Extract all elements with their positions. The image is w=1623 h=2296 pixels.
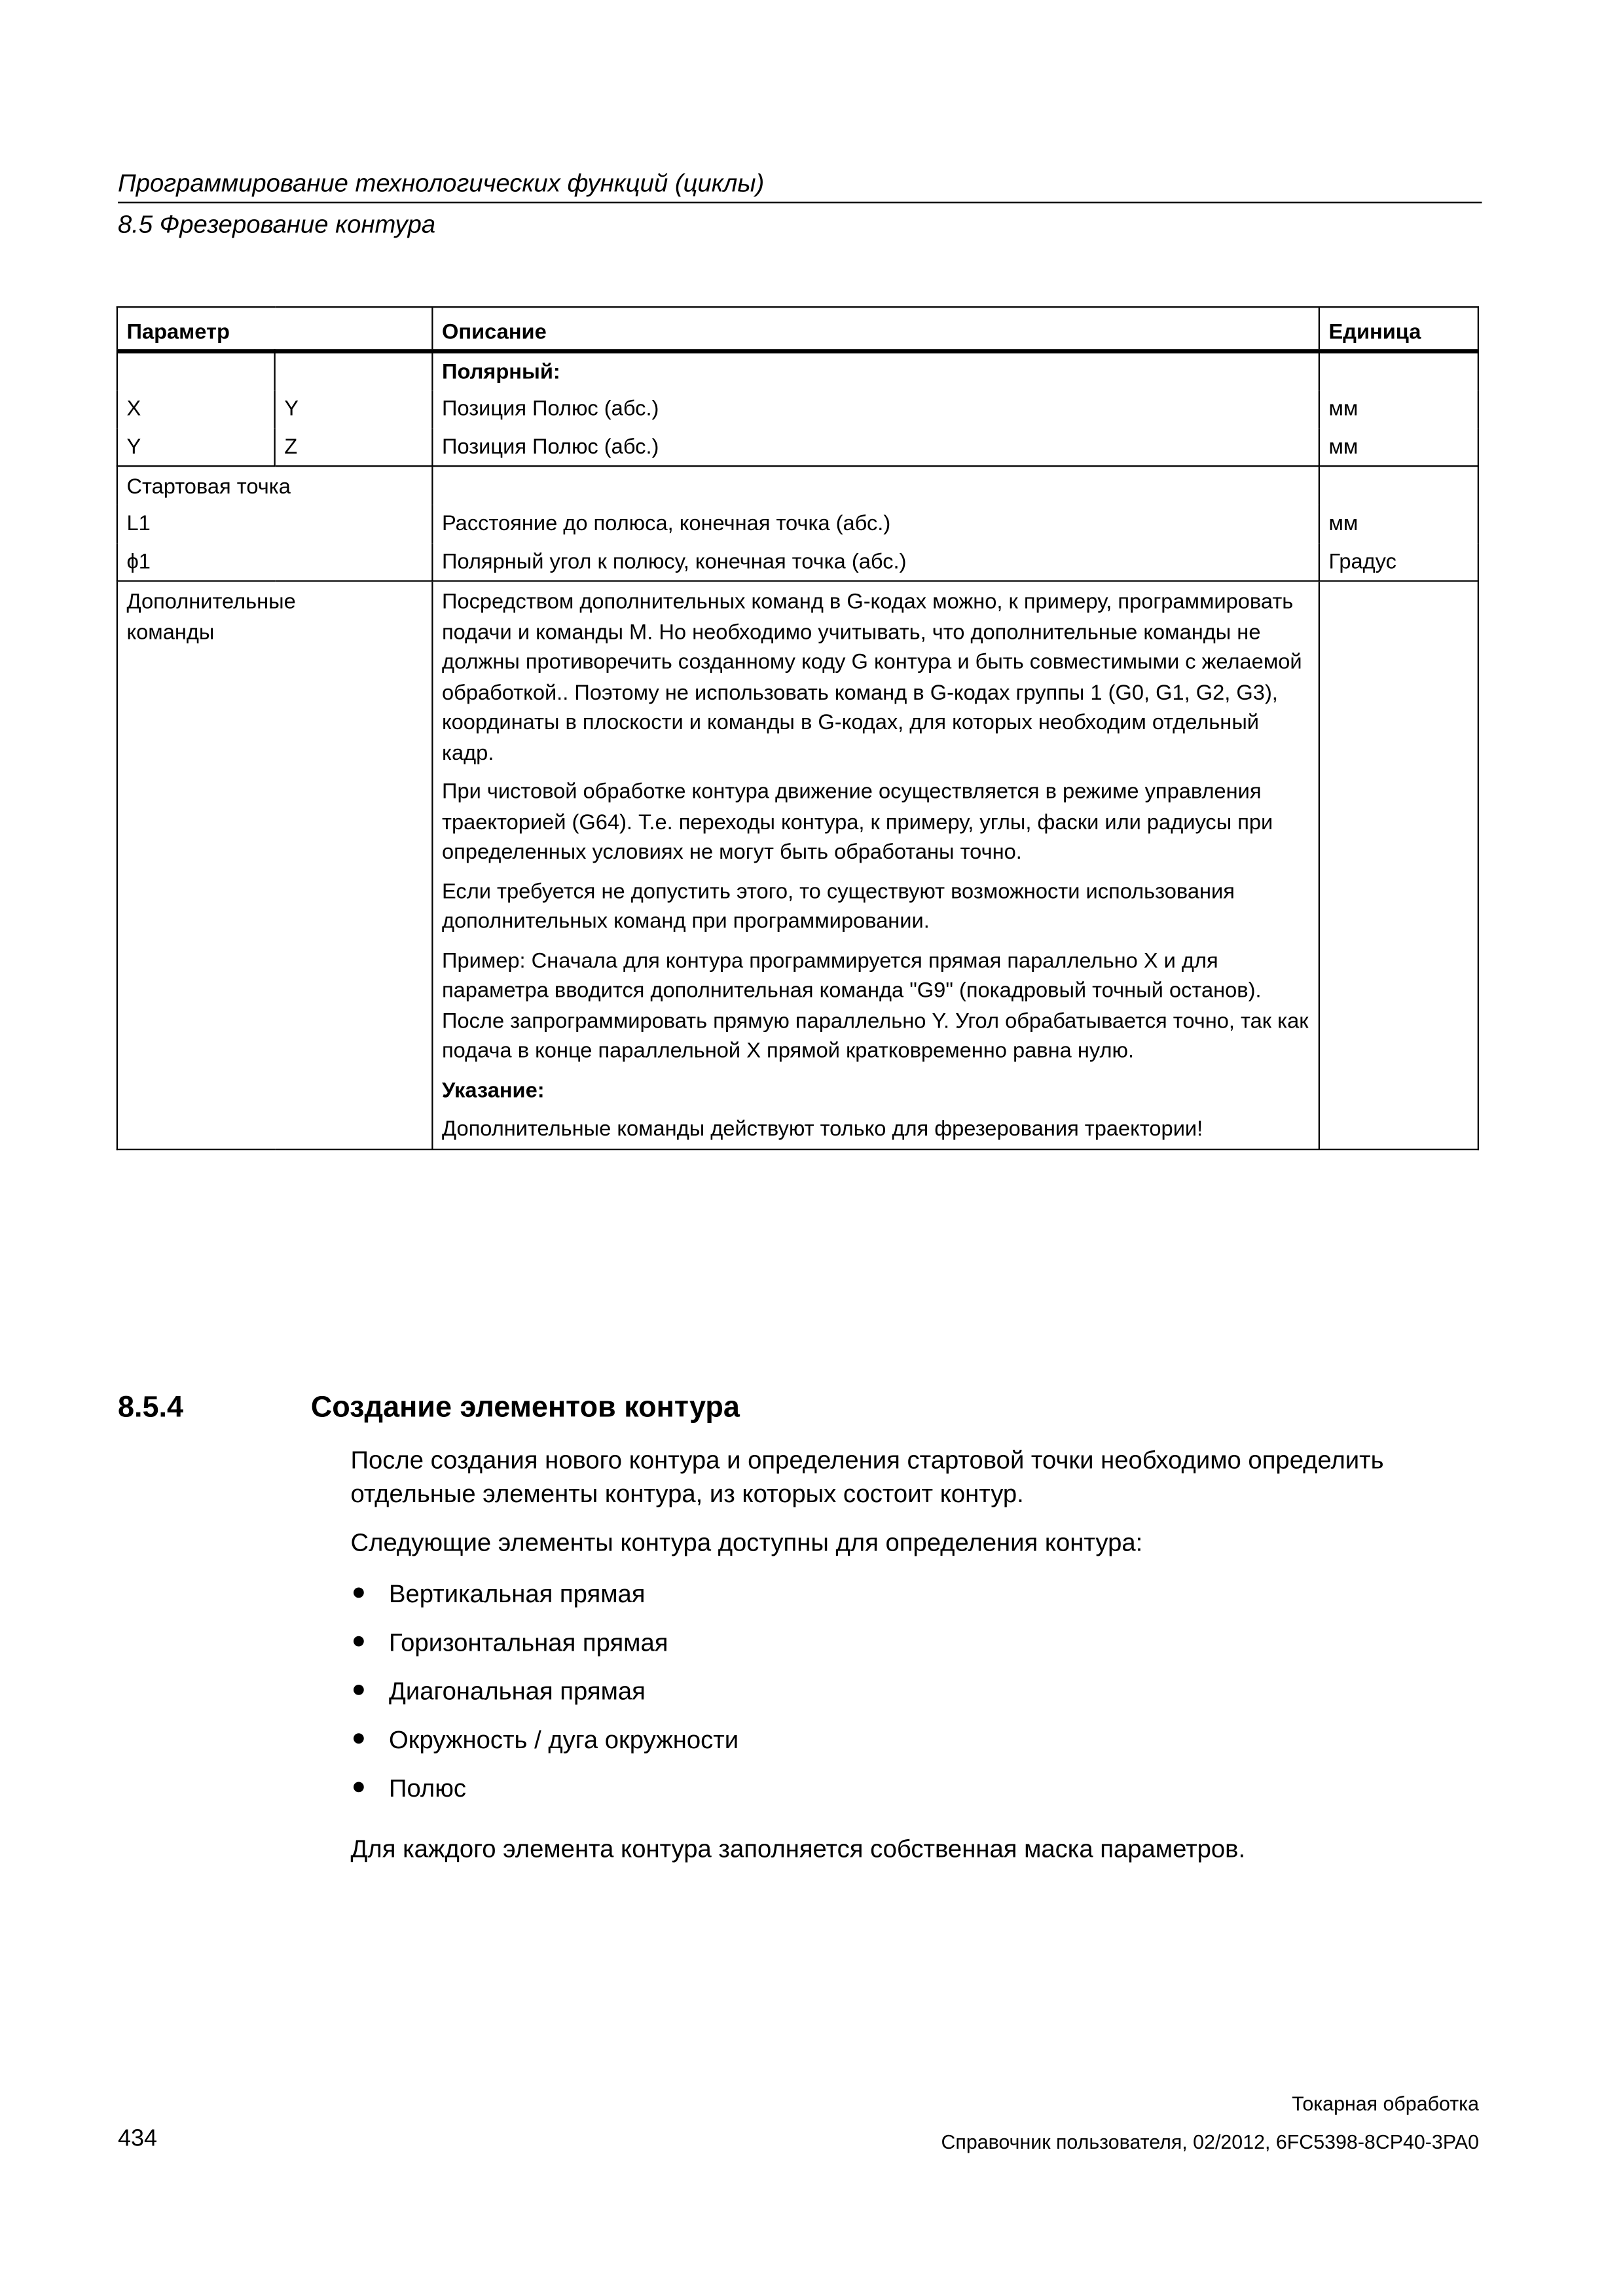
param-cell: Y (117, 428, 275, 467)
unit-cell: мм (1319, 428, 1478, 467)
header-unit: Единица (1319, 307, 1478, 351)
polar-label: Полярный: (432, 351, 1319, 390)
header-rule (118, 202, 1482, 203)
list-item: Полюс (351, 1772, 1412, 1820)
desc-cell: Позиция Полюс (абс.) (432, 389, 1319, 428)
extra-commands-label: Дополнительные команды (117, 581, 433, 1149)
list-item: Вертикальная прямая (351, 1577, 1412, 1626)
contour-element-list (351, 1577, 1412, 1820)
list-intro: Следующие элементы контура доступны для определения контура: (350, 1528, 1143, 1557)
header-desc: Описание (432, 307, 1319, 351)
table-row (117, 543, 1478, 581)
desc-paragraph: Если требуется не допустить этого, то существуют возможности использования дополнительных команд при программировании. (442, 880, 1235, 934)
header-param: Параметр (117, 307, 433, 351)
list-item: Окружность / дуга окружности (351, 1723, 1412, 1772)
desc-cell: Расстояние до полюса, конечная точка (абс.) (432, 505, 1319, 543)
desc-cell: Позиция Полюс (абс.) (432, 428, 1319, 467)
section-number: 8.5.4 (118, 1391, 184, 1424)
intro-paragraph: После создания нового контура и определения стартовой точки необходимо определить отдельные элементы контура, из которых состоит контур. (350, 1446, 1384, 1508)
param-cell: ϕ1 (117, 543, 433, 581)
page-number: 434 (118, 2126, 158, 2152)
footer-doc-id: Справочник пользователя, 02/2012, 6FC5398-8CP40-3PA0 (941, 2130, 1479, 2153)
table-row (117, 389, 1478, 428)
desc-paragraph: Посредством дополнительных команд в G-кодах можно, к примеру, программировать подачи и команды M. Но необходимо учитывать, что дополнительные команды не должны противоречить созданному коду G контура и быть совместимыми с желаемой обработкой.. Поэтому не использовать команд в G-кодах группы 1 (G0, G1, G2, G3), координаты в плоскости и команды в G-кодах, для которых необходим отдельный кадр. (442, 590, 1302, 765)
desc-cell: Полярный угол к полюсу, конечная точка (абс.) (432, 543, 1319, 581)
table-header-row (117, 307, 1478, 351)
bullet-icon (354, 1733, 364, 1744)
param-cell: Y (275, 389, 433, 428)
running-header-section: 8.5 Фрезерование контура (118, 210, 436, 239)
outro-paragraph: Для каждого элемента контура заполняется собственная маска параметров. (350, 1835, 1246, 1863)
list-item: Диагональная прямая (351, 1674, 1412, 1723)
param-cell: L1 (117, 505, 433, 543)
bullet-icon (354, 1685, 364, 1695)
param-cell: Z (275, 428, 433, 467)
section-body (351, 1443, 1412, 1880)
desc-paragraph: При чистовой обработке контура движение осуществляется в режиме управления траекторией (G64). Т.е. переходы контура, к примеру, углы, фаски или радиусы при определенных условиях не могут быть обработаны точно. (442, 780, 1273, 865)
desc-paragraph: Пример: Сначала для контура программируется прямая параллельно X и для параметра вводится дополнительная команда "G9" (покадровый точный останов). После запрограммировать прямую параллельно Y. Угол обрабатывается точно, так как подача в конце параллельной X прямой кратковременно равна нулю. (442, 949, 1309, 1064)
section-title: Создание элементов контура (310, 1391, 740, 1424)
bullet-icon (354, 1588, 364, 1598)
table-row (117, 466, 1478, 505)
param-cell: X (117, 389, 275, 428)
unit-cell: мм (1319, 389, 1478, 428)
unit-cell: мм (1319, 505, 1478, 543)
footer-product: Токарная обработка (1292, 2092, 1479, 2115)
unit-cell: Градус (1319, 543, 1478, 581)
table-row (117, 351, 1478, 390)
running-header-chapter: Программирование технологических функций (циклы) (118, 169, 765, 198)
extra-commands-desc (432, 581, 1319, 1149)
parameter-table (117, 306, 1479, 1149)
note-text: Дополнительные команды действуют только для фрезерования траектории! (442, 1117, 1203, 1141)
list-item: Горизонтальная прямая (351, 1626, 1412, 1674)
bullet-icon (354, 1636, 364, 1647)
table-row (117, 581, 1478, 1149)
note-label: Указание: (442, 1079, 545, 1103)
table-row (117, 428, 1478, 467)
bullet-icon (354, 1782, 364, 1793)
start-point-label: Стартовая точка (117, 466, 433, 505)
table-row (117, 505, 1478, 543)
